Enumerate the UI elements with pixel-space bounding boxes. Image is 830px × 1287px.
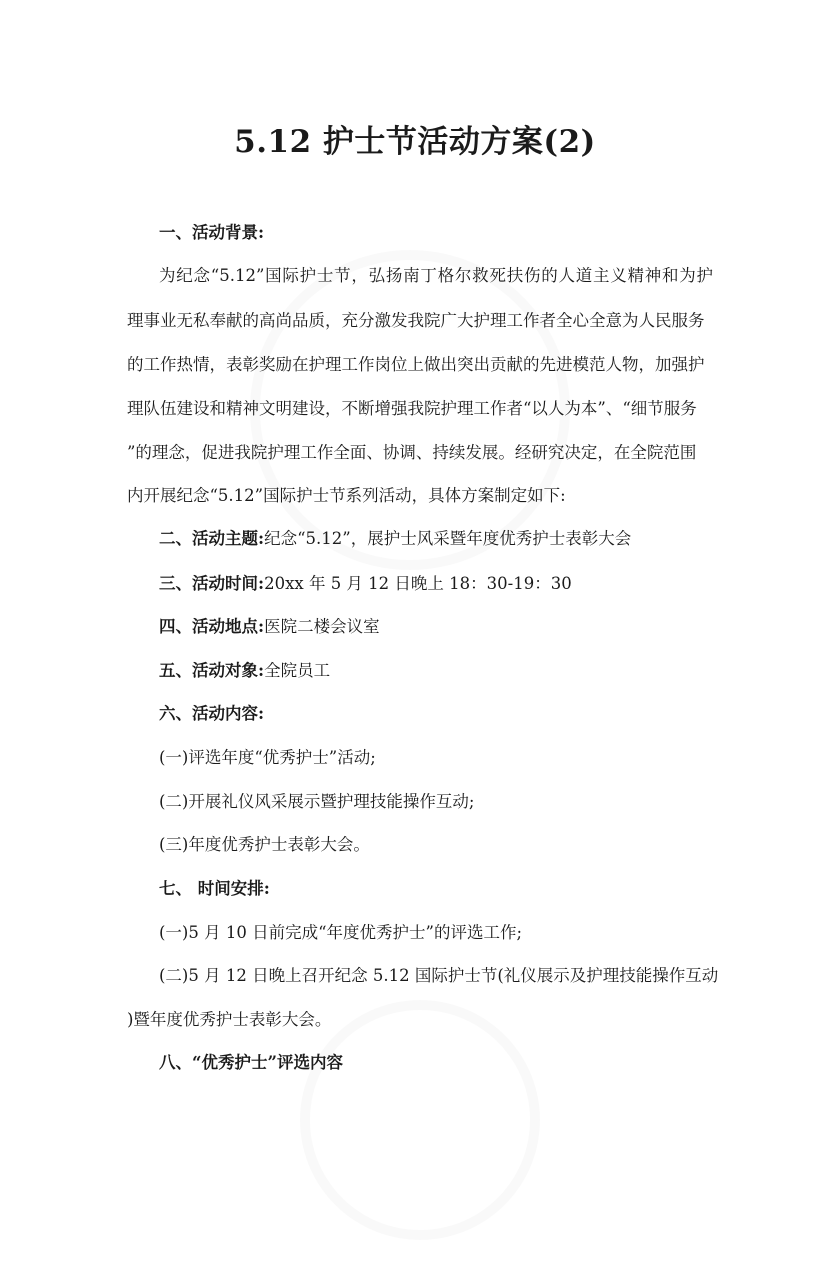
audience-value: 全院员工 [264,661,331,680]
paragraph-line: 的工作热情，表彰奖励在护理工作岗位上做出突出贡献的先进模范人物，加强护 [127,355,705,374]
paragraph-line: 内开展纪念“5.12”国际护士节系列活动，具体方案制定如下: [127,486,566,505]
audience-label: 五、活动对象: [159,661,265,680]
list-item: (一)5 月 10 日前完成“年度优秀护士”的评选工作; [159,923,523,942]
section-heading-schedule: 七、 时间安排: [159,879,270,898]
list-item: (一)评选年度“优秀护士”活动; [159,748,376,767]
document-title: 5.12 护士节活动方案(2) [234,124,596,160]
audience-row [159,660,759,682]
list-item: (二)开展礼仪风采展示暨护理技能操作互动; [159,792,475,811]
time-value: 20xx 年 5 月 12 日晚上 18：30-19：30 [264,574,572,593]
paragraph-line: 理事业无私奉献的高尚品质，充分激发我院广大护理工作者全心全意为人民服务 [127,311,705,330]
list-item: (二)5 月 12 日晚上召开纪念 5.12 国际护士节(礼仪展示及护理技能操作互动 [159,966,719,985]
paragraph-line: 为纪念“5.12”国际护士节，弘扬南丁格尔救死扶伤的人道主义精神和为护 [159,266,713,285]
paragraph-line: 理队伍建设和精神文明建设，不断增强我院护理工作者“以人为本”、“细节服务 [127,399,697,418]
list-item: (三)年度优秀护士表彰大会。 [159,835,370,854]
theme-label: 二、活动主题: [159,529,265,548]
section-heading-criteria: 八、“优秀护士”评选内容 [159,1053,343,1072]
location-label: 四、活动地点: [159,617,265,636]
watermark-seal-bottom [253,953,587,1287]
section-heading-background: 一、活动背景: [159,223,265,242]
theme-value: 纪念“5.12”，展护士风采暨年度优秀护士表彰大会 [264,529,632,548]
location-row [159,616,759,638]
paragraph-line: ”的理念，促进我院护理工作全面、协调、持续发展。经研究决定，在全院范围 [127,443,697,462]
section-heading-content: 六、活动内容: [159,704,265,723]
time-label: 三、活动时间: [159,574,265,593]
time-row [159,573,759,595]
list-item-continuation: )暨年度优秀护士表彰大会。 [127,1010,332,1029]
location-value: 医院二楼会议室 [264,617,380,636]
theme-row [159,528,759,550]
